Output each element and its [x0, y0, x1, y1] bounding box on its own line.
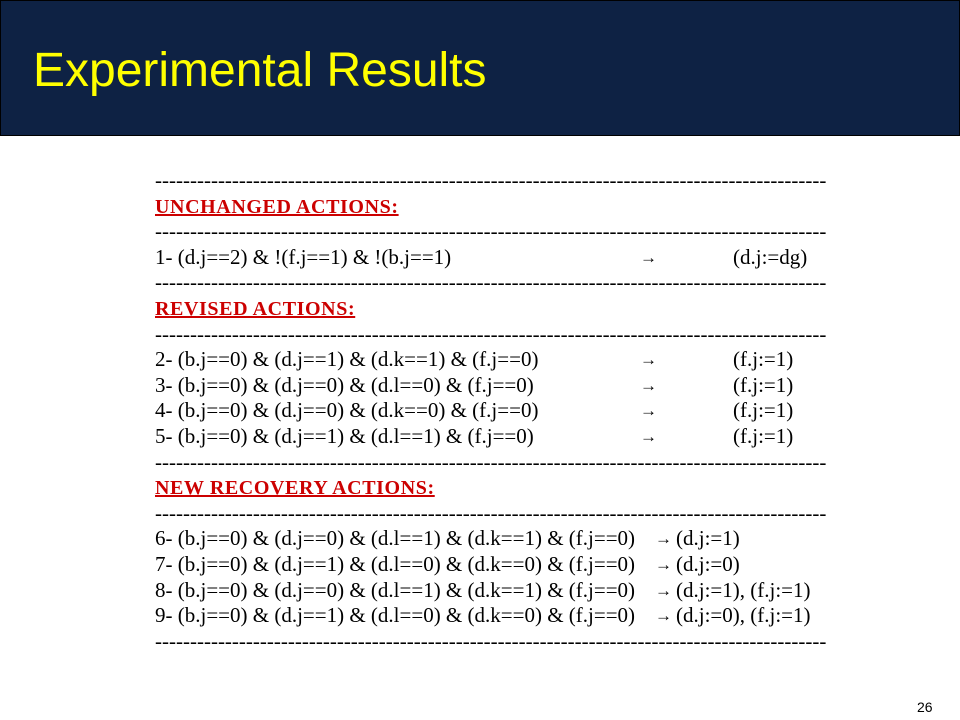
section-heading-new-recovery [155, 475, 845, 501]
separator-line: ------------------------------------------------------------------------------------------------ [155, 321, 827, 346]
arrow-icon: → [640, 401, 657, 421]
action-condition: 4- (b.j==0) & (d.j==0) & (d.k==0) & (f.j==0) [155, 398, 539, 423]
arrow-icon: → [655, 529, 672, 549]
action-row [155, 578, 845, 604]
action-condition: 6- (b.j==0) & (d.j==0) & (d.l==1) & (d.k==1) & (f.j==0) [155, 526, 636, 551]
arrow-icon: → [640, 375, 657, 395]
action-condition: 5- (b.j==0) & (d.j==1) & (d.l==1) & (f.j==0) [155, 423, 534, 448]
page-number: 26 [917, 699, 933, 715]
separator-line: ------------------------------------------------------------------------------------------------ [155, 168, 827, 192]
arrow-icon: → [640, 350, 657, 370]
separator-line: ------------------------------------------------------------------------------------------------ [155, 500, 827, 525]
arrow-icon: → [655, 580, 672, 600]
action-row [155, 347, 845, 373]
separator-line: ------------------------------------------------------------------------------------------------ [155, 219, 827, 244]
action-row [155, 245, 845, 271]
section-heading-label: REVISED ACTIONS: [155, 297, 356, 320]
separator-line: ------------------------------------------------------------------------------------------------ [155, 449, 827, 474]
separator-line: ------------------------------------------------------------------------------------------------ [155, 270, 827, 295]
action-result: (f.j:=1) [733, 347, 794, 372]
section-heading-unchanged [155, 194, 845, 220]
action-condition: 8- (b.j==0) & (d.j==0) & (d.l==1) & (d.k==1) & (f.j==0) [155, 577, 636, 602]
arrow-icon: → [655, 554, 672, 574]
action-condition: 1- (d.j==2) & !(f.j==1) & !(b.j==1) [155, 244, 452, 269]
action-result: (d.j:=0), (f.j:=1) [676, 603, 811, 628]
slide-header [0, 0, 960, 136]
action-condition: 7- (b.j==0) & (d.j==1) & (d.l==0) & (d.k==0) & (f.j==0) [155, 551, 636, 576]
section-heading-label: NEW RECOVERY ACTIONS: [155, 477, 435, 500]
action-result: (f.j:=1) [733, 398, 794, 423]
action-result: (f.j:=1) [733, 372, 794, 397]
slide-body [155, 168, 845, 654]
slide-title: Experimental Results [33, 44, 487, 97]
action-row [155, 424, 845, 450]
section-heading-label: UNCHANGED ACTIONS: [155, 195, 399, 218]
action-condition: 9- (b.j==0) & (d.j==1) & (d.l==0) & (d.k==0) & (f.j==0) [155, 603, 636, 628]
action-condition: 3- (b.j==0) & (d.j==0) & (d.l==0) & (f.j==0) [155, 372, 534, 397]
separator-line: ------------------------------------------------------------------------------------------------ [155, 628, 827, 653]
action-result: (d.j:=1) [676, 526, 740, 551]
section-heading-revised [155, 296, 845, 322]
arrow-icon: → [655, 606, 672, 626]
action-row [155, 552, 845, 578]
action-row [155, 398, 845, 424]
action-result: (d.j:=dg) [733, 244, 808, 269]
action-result: (d.j:=0) [676, 551, 740, 576]
action-row [155, 526, 845, 552]
action-result: (d.j:=1), (f.j:=1) [676, 577, 811, 602]
arrow-icon: → [640, 426, 657, 446]
action-result: (f.j:=1) [733, 423, 794, 448]
action-row [155, 373, 845, 399]
arrow-icon: → [640, 247, 657, 267]
action-row [155, 603, 845, 629]
action-condition: 2- (b.j==0) & (d.j==1) & (d.k==1) & (f.j==0) [155, 347, 539, 372]
